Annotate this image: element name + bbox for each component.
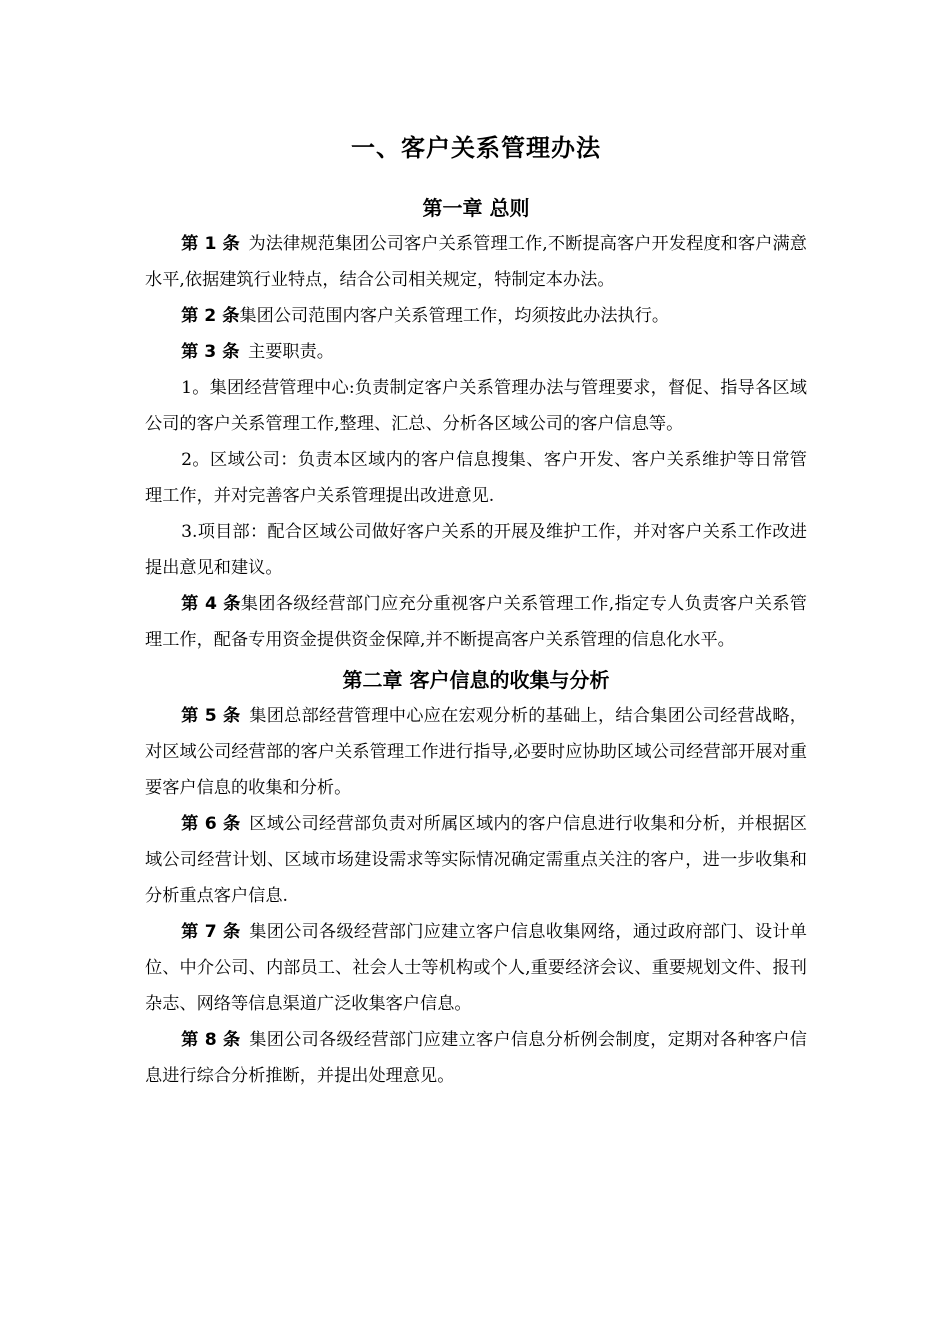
article-5-text: 集团总部经营管理中心应在宏观分析的基础上，结合集团公司经营战略，对区域公司经营部的客户关系管理工作进行指导,必要时应协助区域公司经营部开展对重要客户信息的收集和分析。: [145, 706, 807, 798]
article-3: [145, 334, 807, 370]
article-7-text: 集团公司各级经营部门应建立客户信息收集网络，通过政府部门、设计单位、中介公司、内部员工、社会人士等机构或个人,重要经济会议、重要规划文件、报刊杂志、网络等信息渠道广泛收集客户信息。: [145, 922, 807, 1014]
article-7: [145, 914, 807, 1022]
article-7-label: 第 7 条: [181, 922, 241, 942]
article-2: [145, 298, 807, 334]
duty-item-1: 1。集团经营管理中心:负责制定客户关系管理办法与管理要求，督促、指导各区域公司的客户关系管理工作,整理、汇总、分析各区域公司的客户信息等。: [145, 378, 807, 434]
article-8-label: 第 8 条: [181, 1030, 241, 1050]
article-4: [145, 586, 807, 658]
article-5-label: 第 5 条: [181, 706, 241, 726]
article-6-label: 第 6 条: [181, 814, 241, 834]
document-page: [145, 128, 807, 1094]
article-1: [145, 226, 807, 298]
article-4-label: 第 4 条: [181, 594, 241, 614]
article-3-text: 主要职责。: [248, 342, 334, 362]
article-1-text: 为法律规范集团公司客户关系管理工作,不断提高客户开发程度和客户满意水平,依据建筑行业特点，结合公司相关规定，特制定本办法。: [145, 234, 807, 290]
article-4-text: 集团各级经营部门应充分重视客户关系管理工作,指定专人负责客户关系管理工作，配备专用资金提供资金保障,并不断提高客户关系管理的信息化水平。: [145, 594, 807, 650]
article-8-text: 集团公司各级经营部门应建立客户信息分析例会制度，定期对各种客户信息进行综合分析推断，并提出处理意见。: [145, 1030, 807, 1086]
document-title: 一、客户关系管理办法: [351, 134, 601, 162]
article-3-label: 第 3 条: [181, 342, 240, 362]
article-6: [145, 806, 807, 914]
article-2-text: 集团公司范围内客户关系管理工作，均须按此办法执行。: [239, 306, 670, 326]
chapter-2-title: 第二章 客户信息的收集与分析: [342, 668, 610, 692]
article-6-text: 区域公司经营部负责对所属区域内的客户信息进行收集和分析，并根据区域公司经营计划、区域市场建设需求等实际情况确定需重点关注的客户，进一步收集和分析重点客户信息.: [145, 814, 807, 906]
duty-item-2: 2。区域公司：负责本区域内的客户信息搜集、客户开发、客户关系维护等日常管理工作，并对完善客户关系管理提出改进意见.: [145, 450, 807, 506]
duty-item-3: 3.项目部：配合区域公司做好客户关系的开展及维护工作，并对客户关系工作改进提出意见和建议。: [145, 522, 807, 578]
article-2-label: 第 2 条: [181, 306, 240, 326]
article-5: [145, 698, 807, 806]
chapter-1-title: 第一章 总则: [422, 196, 530, 220]
article-8: [145, 1022, 807, 1094]
article-1-label: 第 1 条: [181, 234, 240, 254]
